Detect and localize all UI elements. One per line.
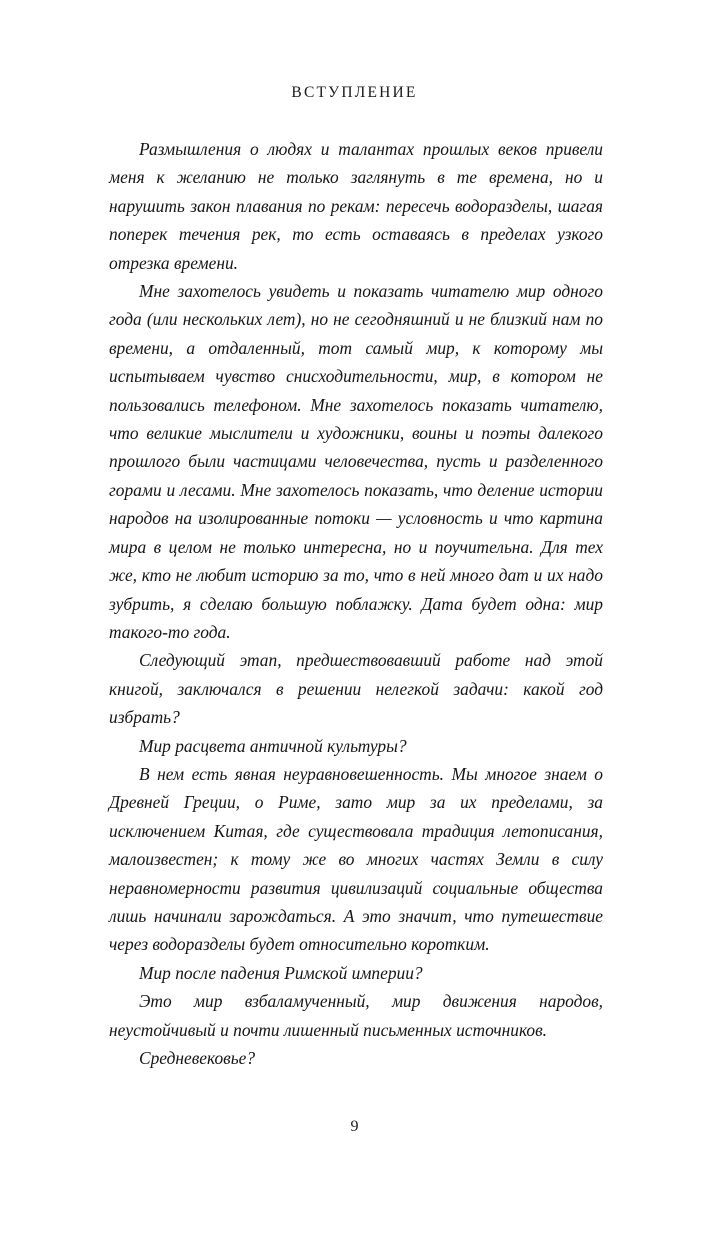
running-head: ВСТУПЛЕНИЕ — [291, 84, 418, 101]
paragraph: Мир расцвета античной культуры? — [139, 735, 407, 756]
page-number: 9 — [350, 1118, 359, 1135]
body-text — [109, 135, 603, 1072]
paragraph: Средневековье? — [139, 1048, 256, 1068]
paragraph: Размышления о людях и талантах прошлых веков привели меня к желанию не только заглянуть в те времена, но и нарушить закон плавания по рекам: пересечь водоразделы, шагая поперек течения рек, то есть оставаясь в пределах узкого отрезка времени. — [109, 139, 603, 273]
paragraph: Мир после падения Римской империи? — [139, 962, 423, 983]
paragraph: Это мир взбаламученный, мир движения народов, неустойчивый и почти лишенный письменных источников. — [109, 991, 603, 1040]
paragraph: Следующий этап, предшествовавший работе над этой книгой, заключался в решении нелегкой задачи: какой год избрать? — [109, 650, 603, 728]
paragraph: В нем есть явная неуравновешенность. Мы многое знаем о Древней Греции, о Риме, зато мир за их пределами, за исключением Китая, где существовала традиция летописания, малоизвестен; к тому же во многих частях Земли в силу неравномерности развития цивилизаций социальные общества лишь начинали зарождаться. А это значит, что путешествие через водоразделы будет относительно коротким. — [109, 763, 603, 955]
paragraph: Мне захотелось увидеть и показать читателю мир одного года (или нескольких лет), но не сегодняшний и не близкий нам по времени, а отдаленный, тот самый мир, к которому мы испытываем чувство снисходительности, мир, в котором не пользовались телефоном. Мне захотелось показать читателю, что великие мыслители и художники, воины и поэты далекого прошлого были частицами человечества, пусть и разделенного горами и лесами. Мне захотелось показать, что деление истории народов на изолированные потоки — условность и что картина мира в целом не только интересна, но и поучительна. Для тех же, кто не любит историю за то, что в ней много дат и их надо зубрить, я сделаю большую поблажку. Дата будет одна: мир такого-то года. — [109, 281, 603, 642]
